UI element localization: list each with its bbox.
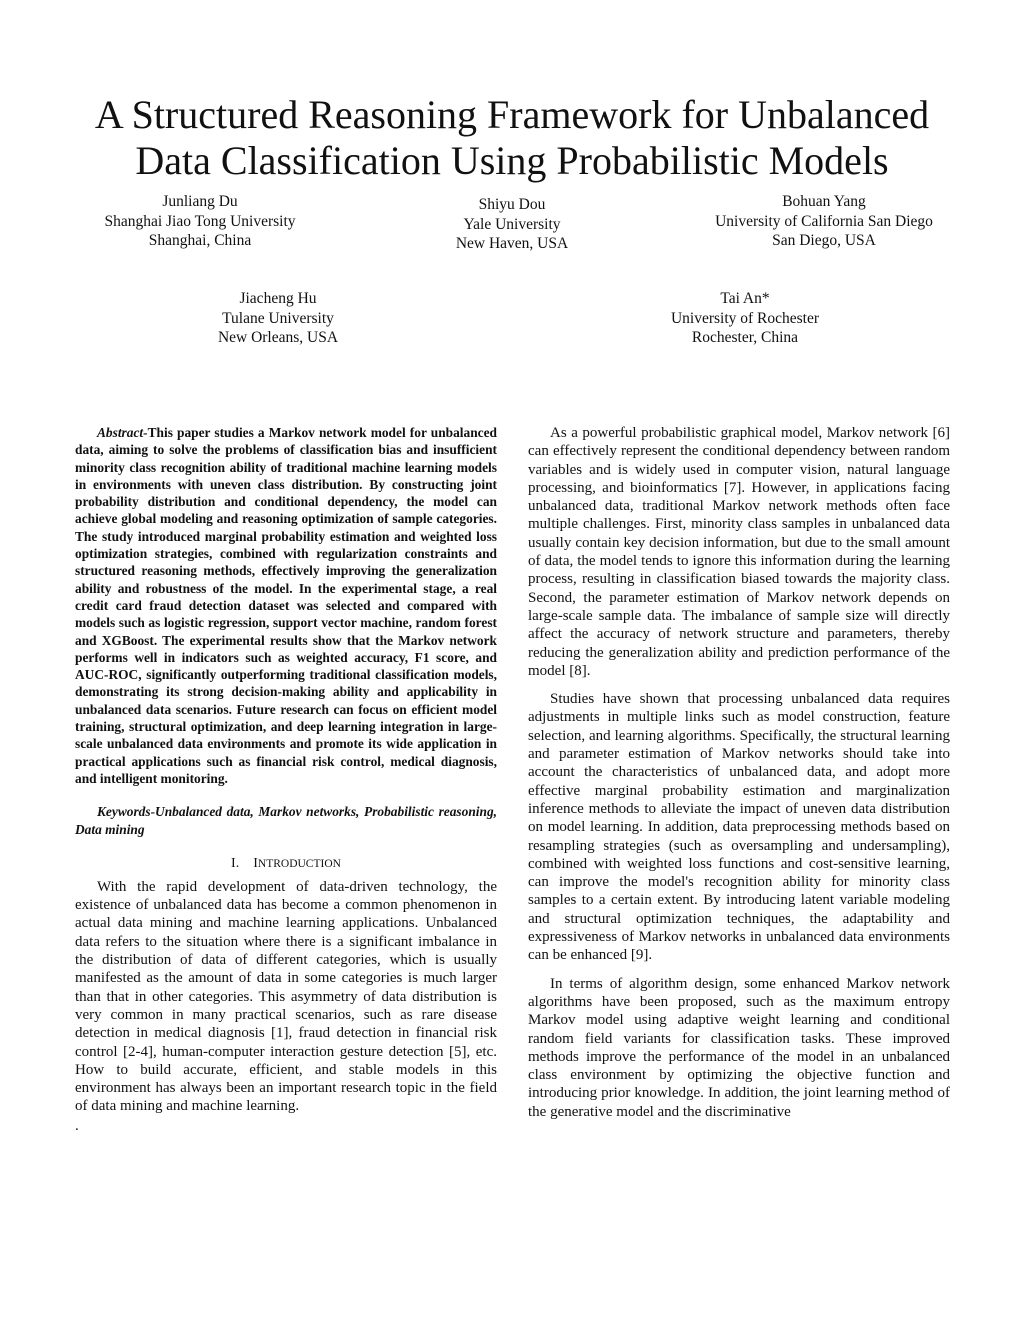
author-affiliation: University of California San Diego (715, 212, 933, 230)
abstract (75, 424, 497, 787)
author-location: Shanghai, China (148, 232, 252, 249)
abstract-text: This paper studies a Markov network model for unbalanced data, aiming to solve the problems of classification bias and insufficient minority class recognition ability of traditional machine learning models in environments with uneven class distribution. By constructing joint probability distribution and conditional dependency, the model can achieve global modeling and reasoning optimization of sample categories. The study introduced marginal probability estimation and weighted loss optimization strategies, combined with regularization constraints and structured reasoning methods, effectively improving the generalization ability and robustness of the model. In the experimental stage, a real credit card fraud detection dataset was selected and compared with models such as logistic regression, support vector machine, random forest and XGBoost. The experimental results show that the Markov network performs well in indicators such as weighted accuracy, F1 score, and AUC-ROC, significantly outperforming traditional classification models, demonstrating its strong decision-making ability and applicability in unbalanced data scenarios. Future research can focus on efficient model training, structural optimization, and deep learning integration in large-scale unbalanced data environments and promote its wide application in practical applications such as financial risk control, medical diagnosis, and intelligent monitoring. (75, 425, 497, 786)
paragraph: Studies have shown that processing unbalanced data requires adjustments in multiple links such as model construction, feature selection, and learning algorithms. Specifically, the structural learning and parameter estimation of Markov networks should take into account the characteristics of unbalanced data, and adopt more effective marginal probability estimation and marginalization inference methods to alleviate the impact of uneven data distribution on model learning. In addition, data preprocessing methods based on resampling strategies (such as oversampling and undersampling), combined with weighted loss functions and cost-sensitive learning, can improve the model's recognition ability for minority class samples to a certain extent. By introducing latent variable modeling and structural optimization techniques, the adaptability and expressiveness of Markov networks in unbalanced data environments can be enhanced [9]. (528, 691, 950, 964)
author-block (387, 195, 637, 254)
author-block (694, 192, 954, 251)
author-location: New Haven, USA (455, 235, 569, 252)
keywords: Keywords-Unbalanced data, Markov networks, Probabilistic reasoning, Data mining (75, 804, 497, 837)
paragraph: As a powerful probabilistic graphical model, Markov network [6] can effectively represent the conditional dependency between random variables and is widely used in computer vision, natural language processing, and bioinformatics [7]. However, in applications facing unbalanced data, traditional Markov network methods often face multiple challenges. First, minority class samples in unbalanced data usually contain key decision information, but due to the small amount of data, the model tends to ignore this information during the learning process, resulting in classification biased towards the majority class. Second, the parameter estimation of Markov network depends on large-scale sample data. The imbalance of sample size will directly affect the accuracy of network structure and parameters, thereby reducing the generalization ability and prediction performance of the model [8]. (528, 425, 950, 679)
title-line: A Structured Reasoning Framework for Unbalanced (94, 92, 930, 137)
section-number: I. (231, 855, 240, 871)
author-affiliation: Shanghai Jiao Tong University (104, 212, 296, 230)
author-name: Shiyu Dou (478, 196, 546, 213)
author-name: Bohuan Yang (782, 193, 866, 210)
author-block (620, 289, 870, 348)
stray-mark: . (75, 1117, 79, 1134)
author-location: Rochester, China (691, 329, 799, 346)
left-column (75, 424, 497, 1134)
section-title-rest: NTRODUCTION (257, 857, 341, 870)
author-affiliation: Yale University (463, 215, 561, 233)
author-block (153, 289, 403, 348)
author-location: New Orleans, USA (217, 329, 339, 346)
author-location: San Diego, USA (772, 232, 876, 249)
title-line: Data Classification Using Probabilistic Models (135, 138, 889, 183)
author-affiliation: Tulane University (222, 309, 334, 327)
abstract-label: Abstract- (97, 425, 148, 440)
right-column (528, 424, 950, 1131)
section-title-initial: I (253, 855, 258, 871)
author-name: Tai An* (720, 290, 770, 307)
author-affiliation: University of Rochester (670, 309, 820, 327)
author-name: Jiacheng Hu (239, 290, 317, 307)
paper-title (0, 92, 1024, 184)
paragraph: In terms of algorithm design, some enhanced Markov network algorithms have been proposed, such as the maximum entropy Markov model using adaptive weight learning and conditional random field variants for classification tasks. These improved methods improve the performance of the model in an unbalanced class environment by optimizing the objective function and introducing prior knowledge. In addition, the joint learning method of the generative model and the discriminative (528, 975, 950, 1120)
paragraph: With the rapid development of data-driven technology, the existence of unbalanced data has become a common phenomenon in actual data mining and machine learning applications. Unbalanced data refers to the situation where there is a significant imbalance in the distribution of data of different categories, which is usually manifested as the amount of data in some categories is much larger than that in other categories. This asymmetry of data distribution is very common in many practical scenarios, such as rare disease detection in medical diagnosis [1], fraud detection in financial risk control [2-4], human-computer interaction gesture detection [5], etc. How to build accurate, efficient, and stable models in this environment has always been an important research topic in the field of data mining and machine learning. (75, 878, 497, 1115)
author-block (75, 192, 325, 251)
author-name: Junliang Du (162, 193, 238, 210)
section-heading (75, 856, 497, 872)
